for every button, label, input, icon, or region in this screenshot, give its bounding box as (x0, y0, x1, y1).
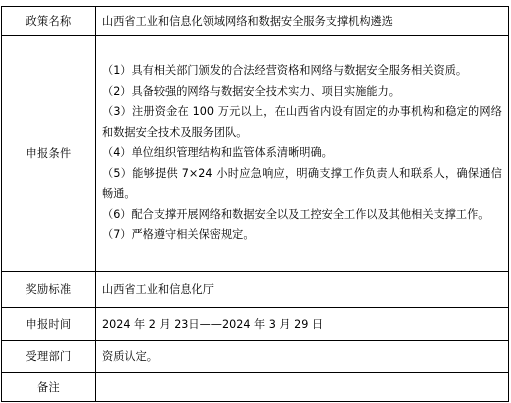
list-item: （3）注册资金在 100 万元以上，在山西省内设有固定的办事机构和稳定的网络和数据安全技术及服务团队。 (102, 105, 502, 139)
period-label: 申报时间 (2, 308, 96, 341)
list-item: （5）能够提供 7×24 小时应急响应，明确支撑工作负责人和联系人，确保通信畅通。 (102, 166, 502, 201)
conditions-value (96, 36, 509, 272)
list-item: （7）严格遵守相关保密规定。 (102, 228, 255, 242)
policy-name-value: 山西省工业和信息化领域网络和数据安全服务支撑机构遴选 (96, 7, 509, 36)
table-row (2, 308, 509, 341)
dept-label: 受理部门 (2, 341, 96, 373)
table-row (2, 36, 509, 272)
policy-table (1, 6, 509, 402)
dept-value: 资质认定。 (96, 341, 509, 373)
list-item: （1）具有相关部门颁发的合法经营资格和网络与数据安全服务相关资质。 (102, 64, 468, 78)
table-row (2, 373, 509, 402)
remark-value (96, 373, 509, 402)
reward-value: 山西省工业和信息化厅 (96, 272, 509, 308)
policy-name-label: 政策名称 (2, 7, 96, 36)
list-item: （4）单位组织管理结构和监管体系清晰明确。 (102, 146, 333, 160)
period-value: 2024 年 2 月 23日——2024 年 3 月 29 日 (96, 308, 509, 341)
list-item: （2）具备较强的网络与数据安全技术实力、项目实施能力。 (102, 84, 400, 98)
reward-label: 奖励标准 (2, 272, 96, 308)
table-row (2, 341, 509, 373)
conditions-list (102, 61, 502, 246)
conditions-label: 申报条件 (2, 36, 96, 272)
table-row (2, 272, 509, 308)
list-item: （6）配合支撑开展网络和数据安全以及工控安全工作以及其他相关支撑工作。 (102, 207, 490, 221)
table-row (2, 7, 509, 36)
remark-label: 备注 (2, 373, 96, 402)
